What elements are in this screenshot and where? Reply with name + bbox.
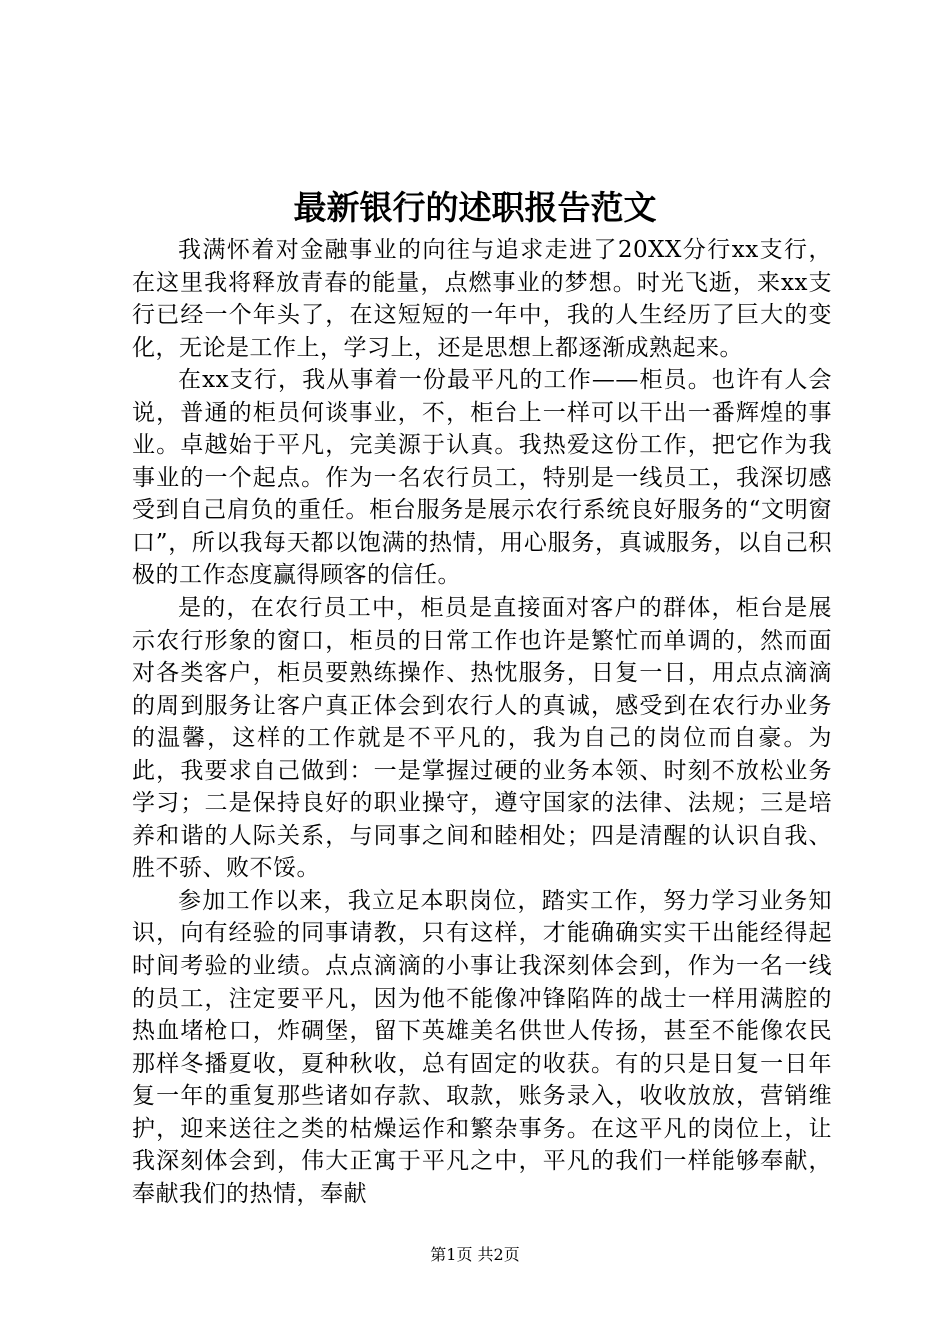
page-number: 第1页 共2页	[430, 1245, 520, 1264]
document-body	[132, 234, 832, 1210]
paragraph-1: 我满怀着对金融事业的向往与追求走进了20XX分行xx支行，在这里我将释放青春的能量，点燃事业的梦想。时光飞逝，来xx支行已经一个年头了，在这短短的一年中，我的人生经历了巨大的变化，无论是工作上，学习上，还是思想上都逐渐成熟起来。	[132, 237, 832, 361]
paragraph-4: 参加工作以来，我立足本职岗位，踏实工作，努力学习业务知识，向有经验的同事请教，只有这样，才能确确实实干出能经得起时间考验的业绩。点点滴滴的小事让我深刻体会到，作为一名一线的员工，注定要平凡，因为他不能像冲锋陷阵的战士一样用满腔的热血堵枪口，炸碉堡，留下英雄美名供世人传扬，甚至不能像农民那样冬播夏收，夏种秋收，总有固定的收获。有的只是日复一日年复一年的重复那些诸如存款、取款，账务录入，收收放放，营销维护，迎来送往之类的枯燥运作和繁杂事务。在这平凡的岗位上，让我深刻体会到，伟大正寓于平凡之中，平凡的我们一样能够奉献，奉献我们的热情，奉献	[132, 887, 832, 1207]
paragraph-3: 是的，在农行员工中，柜员是直接面对客户的群体，柜台是展示农行形象的窗口，柜员的日常工作也许是繁忙而单调的，然而面对各类客户，柜员要熟练操作、热忱服务，日复一日，用点点滴滴的周到服务让客户真正体会到农行人的真诚，感受到在农行办业务的温馨，这样的工作就是不平凡的，我为自己的岗位而自豪。为此，我要求自己做到：一是掌握过硬的业务本领、时刻不放松业务学习；二是保持良好的职业操守，遵守国家的法律、法规；三是培养和谐的人际关系，与同事之间和睦相处；四是清醒的认识自我、胜不骄、败不馁。	[132, 595, 832, 882]
document-title: 最新银行的述职报告范文	[293, 188, 657, 227]
paragraph-2: 在xx支行，我从事着一份最平凡的工作——柜员。也许有人会说，普通的柜员何谈事业，不，柜台上一样可以干出一番辉煌的事业。卓越始于平凡，完美源于认真。我热爱这份工作，把它作为我事业的一个起点。作为一名农行员工，特别是一线员工，我深切感受到自己肩负的重任。柜台服务是展示农行系统良好服务的“文明窗口”，所以我每天都以饱满的热情，用心服务，真诚服务，以自己积极的工作态度赢得顾客的信任。	[132, 367, 832, 589]
